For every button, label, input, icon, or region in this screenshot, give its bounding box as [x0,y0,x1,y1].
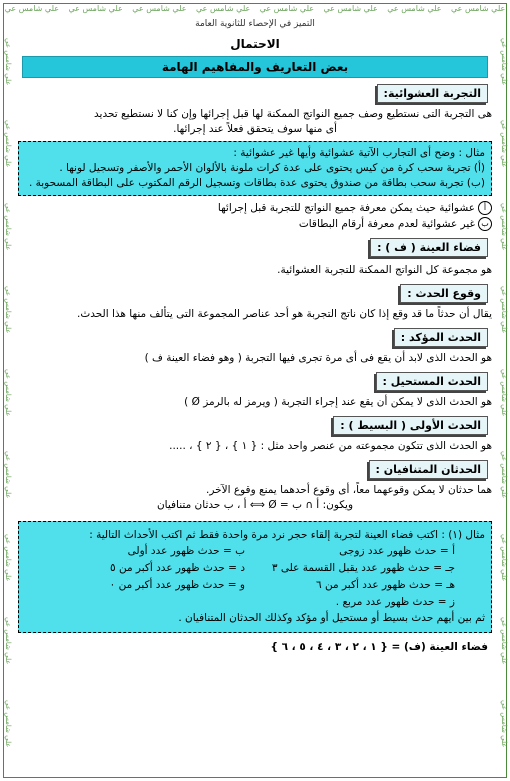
event-f: و = حدث ظهور عدد أكبر من ٠ [109,579,245,591]
example-intro: مثال : وضح أى التجارب الآتية عشوائية وأيها غير عشوائية : [233,147,485,159]
answer-b-marker: ب [478,217,492,231]
example1-intro: مثال (١) : اكتب فضاء العينة لتجربة إلقاء حجر نرد مرة واحدة فقط ثم اكتب الأحداث التالية : [89,529,485,541]
example-item-b: (ب) تجربة سحب بطاقة من صندوق يحتوى عدة بطاقات وتسجيل الرقم المكتوب على البطاقة المسحوبة . [28,177,485,189]
unit-title: الاحتمال [230,37,280,51]
border-watermark: علي شامس عي [4,451,12,499]
event-a: أ = حدث ظهور عدد زوجى [339,545,455,557]
border-watermark: علي شامس عي [4,4,59,13]
answer-a-marker: أ [478,201,492,215]
mutually-exclusive-formula: ويكون: أ ∩ ب = Ø ⟺ أ ، ب حدثان متنافيان [156,499,354,511]
event-d: د = حدث ظهور عدد أكبر من ٥ [109,562,245,574]
border-watermark: علي شامس عي [500,534,508,582]
random-experiment-definition-2: أى منها سوف يتحقق فعلاً عند إجرائها. [173,123,337,135]
book-title: التميز في الإحصاء للثانوية العامة [195,19,315,29]
simple-event-heading: الحدث الأولى ( البسيط ) : [333,416,488,435]
border-watermark: علي شامس عي [451,4,506,13]
border-watermark: علي شامس عي [4,534,12,582]
border-watermark: علي شامس عي [500,451,508,499]
simple-event-definition: هو الحدث الذى تتكون مجموعته من عنصر واحد مثل : { ١ } ، { ٢ } ، ..... [169,440,492,452]
border-watermark: علي شامس عي [4,37,12,86]
border-watermark: علي شامس عي [500,699,508,748]
random-experiment-heading: التجربة العشوائية: [377,84,488,103]
border-watermark: علي شامس عي [4,285,12,334]
event-b: ب = حدث ظهور عدد أولى [127,545,245,557]
random-experiment-definition-1: هى التجربة التى نستطيع وصف جميع النواتج الممكنة لها قبل إجرائها وإن كنا لا نستطيع تحديد [94,108,492,120]
border-watermark: علي شامس عي [4,203,12,251]
event-occurrence-heading: وقوع الحدث : [400,284,488,303]
event-e: هـ = حدث ظهور عدد أكبر من ٦ [316,579,455,591]
event-c: جـ = حدث ظهور عدد يقبل القسمة على ٣ [271,562,455,574]
example1-box [18,521,492,633]
border-watermark: علي شامس عي [500,120,508,168]
impossible-event-heading: الحدث المستحيل : [376,372,489,391]
border-watermark: علي شامس عي [132,4,187,13]
border-watermark: علي شامس عي [323,4,378,13]
example1-events [25,543,485,611]
decorative-border-left [2,20,12,765]
border-watermark: علي شامس عي [4,699,12,748]
border-watermark: علي شامس عي [4,368,12,417]
mutually-exclusive-heading: الحدثان المتنافيان : [369,460,489,479]
page-content [14,18,496,657]
border-watermark: علي شامس عي [500,203,508,251]
answer-b-text: غير عشوائية لعدم معرفة أرقام البطاقات [298,218,475,230]
answer-a-text: عشوائية حيث يمكن معرفة جميع النواتج للتجربة قبل إجرائها [217,202,475,214]
event-occurrence-definition: يقال أن حدثاً ما قد وقع إذا كان ناتج التجربة هو أحد عناصر المجموعة التى يتألف منها هذا الحدث. [77,308,492,320]
decorative-border-right [498,20,508,765]
section-banner: بعض التعاريف والمفاهيم الهامة [22,56,488,78]
certain-event-definition: هو الحدث الذى لابد أن يقع فى أى مرة تجرى فيها التجربة ( وهو فضاء العينة ف ) [144,352,492,364]
answer-b [14,216,496,232]
sample-space-heading: فضاء العينة ( ف ) : [370,238,488,257]
border-watermark: علي شامس عي [196,4,251,13]
sample-space-answer: فضاء العينة (ف) = { ١ ، ٢ ، ٣ ، ٤ ، ٥ ، ٦ } [270,641,488,653]
example1-closing: ثم بين أيهم حدث بسيط أو مستحيل أو مؤكد وكذلك الحدثان المتنافيان . [178,612,485,624]
mutually-exclusive-definition: هما حدثان لا يمكن وقوعهما معاً، أى وقوع أحدهما يمنع وقوع الآخر. [206,484,492,496]
border-watermark: علي شامس عي [500,285,508,334]
border-watermark: علي شامس عي [4,617,12,665]
border-watermark: علي شامس عي [4,120,12,168]
example-box [18,141,492,196]
border-watermark: علي شامس عي [500,617,508,665]
border-watermark: علي شامس عي [68,4,123,13]
answer-a [14,200,496,216]
example-item-a: (أ) تجربة سحب كرة من كيس يحتوى على عدة كرات ملونة بالألوان الأحمر والأصفر وتسجيل لونها . [59,162,485,174]
border-watermark: علي شامس عي [387,4,442,13]
sample-space-definition: هو مجموعة كل النواتج الممكنة للتجربة العشوائية. [277,264,492,276]
certain-event-heading: الحدث المؤكد : [394,328,488,347]
impossible-event-definition: هو الحدث الذى لا يمكن أن يقع عند إجراء التجربة ( ويرمز له بالرمز Ø ) [184,396,492,408]
event-g: ز = حدث ظهور عدد مربع . [335,596,455,608]
border-watermark: علي شامس عي [259,4,314,13]
border-watermark: علي شامس عي [500,368,508,417]
border-watermark: علي شامس عي [500,37,508,86]
